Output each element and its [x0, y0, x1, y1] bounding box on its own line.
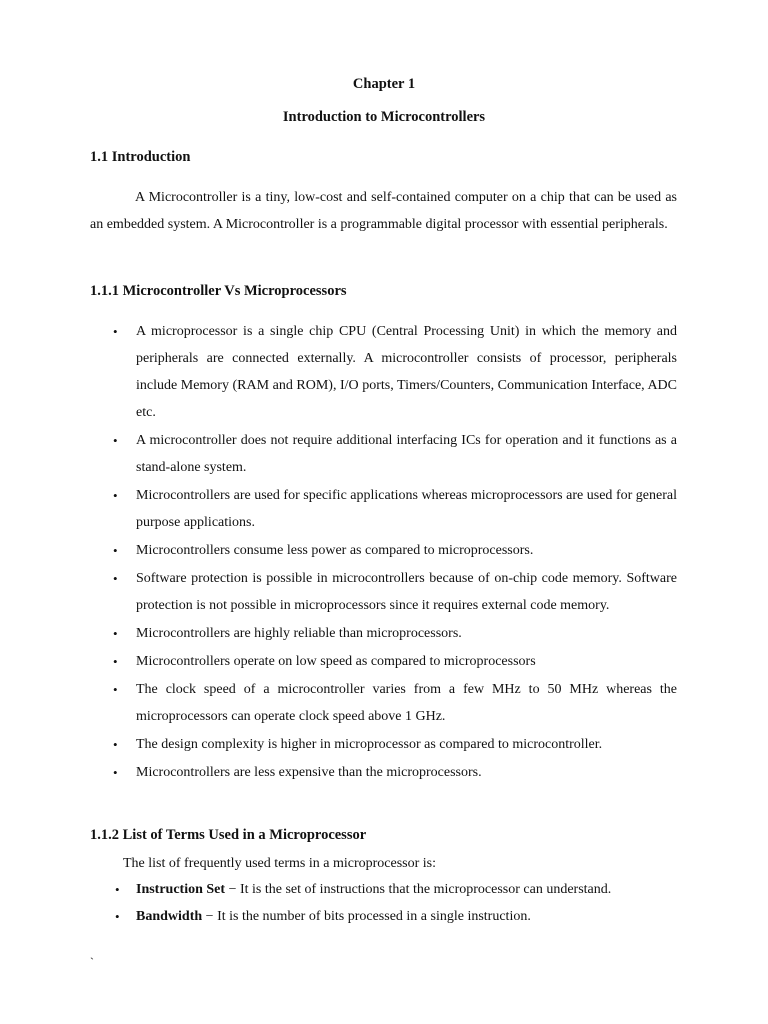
bullet-item — [90, 427, 677, 481]
chapter-number: Chapter 1 — [352, 76, 416, 92]
bullet-item — [90, 482, 677, 536]
bullet-item — [90, 318, 677, 426]
bullet-icon: • — [113, 626, 118, 641]
footer-mark: ` — [90, 955, 94, 969]
term-item — [90, 876, 677, 903]
terms-intro-text: The list of frequently used terms in a microprocessor is: — [123, 856, 436, 871]
section-heading-introduction: 1.1 Introduction — [90, 149, 191, 165]
bullet-icon: • — [113, 682, 118, 697]
bullet-icon: • — [113, 654, 118, 669]
terms-bullet-list — [90, 876, 677, 930]
bullet-item — [90, 620, 677, 647]
term-item — [90, 903, 677, 930]
bullet-text: Microcontrollers are highly reliable than microprocessors. — [136, 626, 462, 641]
bullet-icon: • — [113, 324, 118, 339]
term-definition: It is the set of instructions that the microprocessor can understand. — [239, 882, 612, 897]
bullet-text: Microcontrollers operate on low speed as compared to microprocessors — [136, 654, 536, 669]
term-name: Instruction Set — [136, 882, 226, 897]
bullet-item — [90, 731, 677, 758]
comparison-bullet-list — [90, 318, 677, 787]
bullet-text: Microcontrollers are less expensive than the microprocessors. — [136, 765, 482, 780]
bullet-item — [90, 648, 677, 675]
bullet-icon: • — [115, 882, 120, 897]
bullet-icon: • — [113, 571, 118, 586]
bullet-item — [90, 565, 677, 619]
bullet-text: The clock speed of a microcontroller varies from a few MHz to 50 MHz whereas the microprocessors can operate clock speed above 1 GHz. — [136, 682, 677, 724]
bullet-text: Microcontrollers consume less power as compared to microprocessors. — [136, 543, 534, 558]
term-separator: − — [202, 909, 218, 924]
bullet-icon: • — [113, 737, 118, 752]
chapter-title: Introduction to Microcontrollers — [282, 109, 486, 125]
bullet-text: The design complexity is higher in microprocessor as compared to microcontroller. — [136, 737, 603, 752]
bullet-icon: • — [113, 488, 118, 503]
bullet-text: A microcontroller does not require additional interfacing ICs for operation and it functions as a stand-alone system. — [136, 433, 677, 475]
bullet-icon: • — [113, 433, 118, 448]
term-separator: − — [225, 882, 240, 897]
bullet-text: Software protection is possible in microcontrollers because of on-chip code memory. Software protection is not possible in microprocessors since it requires external code memory. — [136, 571, 677, 613]
bullet-item — [90, 537, 677, 564]
section-heading-microcontroller-vs-microprocessors: 1.1.1 Microcontroller Vs Microprocessors — [90, 283, 347, 299]
term-definition: It is the number of bits processed in a single instruction. — [217, 909, 531, 924]
bullet-icon: • — [113, 765, 118, 780]
term-name: Bandwidth — [136, 909, 203, 924]
bullet-item — [90, 759, 677, 786]
bullet-item — [90, 676, 677, 730]
section-heading-list-of-terms: 1.1.2 List of Terms Used in a Microprocessor — [90, 827, 367, 843]
bullet-text: A microprocessor is a single chip CPU (Central Processing Unit) in which the memory and peripherals are connected externally. A microcontroller consists of processor, peripherals include Memory (RAM and ROM), I/O ports, Timers/Counters, Communication Interface, ADC etc. — [136, 324, 677, 420]
introduction-paragraph: A Microcontroller is a tiny, low-cost and self-contained computer on a chip that can be used as an embedded system. A Microcontroller is a programmable digital processor with essential peripherals. — [90, 190, 677, 232]
bullet-icon: • — [115, 909, 120, 924]
bullet-text: Microcontrollers are used for specific applications whereas microprocessors are used for general purpose applications. — [136, 488, 677, 530]
bullet-icon: • — [113, 543, 118, 558]
